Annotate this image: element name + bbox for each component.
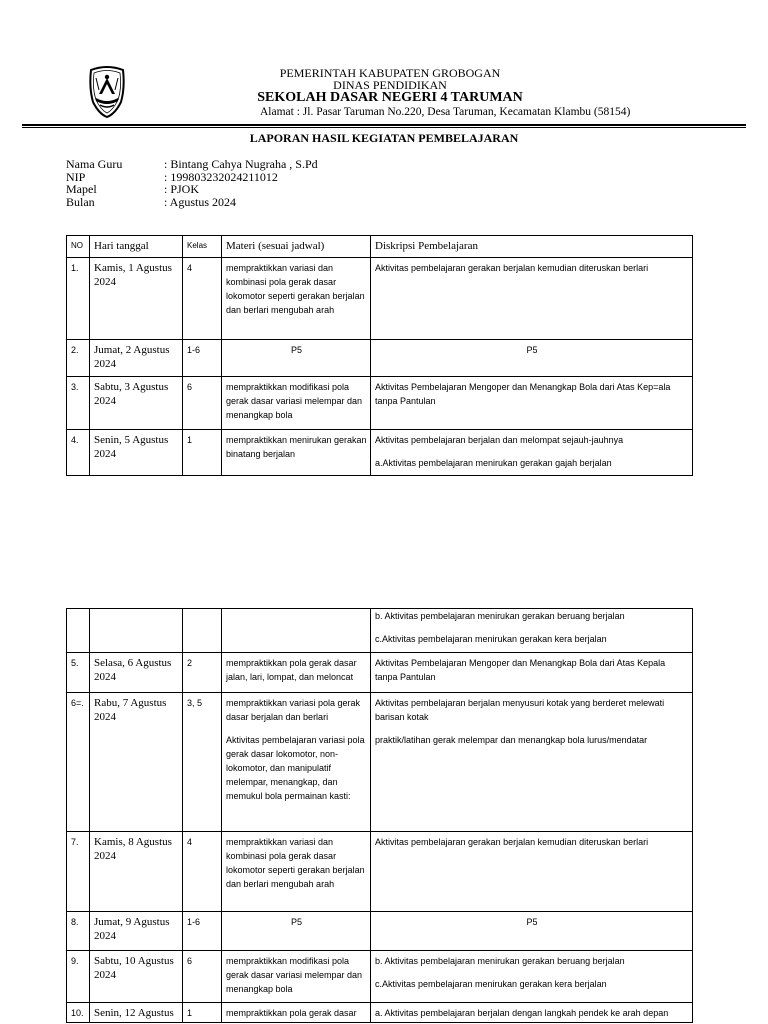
table-row — [67, 609, 693, 653]
row-class: 1-6 — [183, 912, 222, 951]
row-no: 8. — [67, 912, 90, 951]
info-label: Nama Guru — [66, 157, 123, 171]
row-no — [67, 609, 90, 653]
header-material: Materi (sesuai jadwal) — [222, 236, 371, 258]
info-value: : Agustus 2024 — [164, 194, 237, 209]
table-header-row — [67, 236, 693, 258]
header-department: DINAS PENDIDIKAN — [333, 78, 447, 92]
description-text: Aktivitas pembelajaran berjalan menyusuri kotak yang berderet melewati barisan kotak — [375, 698, 665, 722]
row-class: 1 — [183, 1003, 222, 1023]
info-value: : PJOK — [164, 182, 200, 196]
row-date: Selasa, 6 Agustus 2024 — [90, 653, 183, 693]
description-text: b. Aktivitas pembelajaran menirukan gerakan beruang berjalan — [375, 611, 625, 621]
header-description: Diskripsi Pembelajaran — [371, 236, 693, 258]
table-row — [67, 653, 693, 693]
row-description — [371, 258, 693, 340]
row-class: 6 — [183, 951, 222, 1003]
description-text: Aktivitas Pembelajaran Mengoper dan Menangkap Bola dari Atas Kepala tanpa Pantulan — [375, 658, 666, 682]
teacher-info — [66, 158, 318, 208]
header-school-name: SEKOLAH DASAR NEGERI 4 TARUMAN — [257, 90, 523, 105]
info-label: Bulan — [66, 194, 95, 209]
info-row — [66, 183, 318, 196]
row-material — [222, 609, 371, 653]
row-description — [371, 430, 693, 476]
row-description — [371, 832, 693, 912]
info-row — [66, 196, 318, 209]
table-row — [67, 912, 693, 951]
table-row — [67, 377, 693, 430]
row-class: 1 — [183, 430, 222, 476]
row-date: Kamis, 8 Agustus 2024 — [90, 832, 183, 912]
material-text: mempraktikkan modifikasi pola gerak dasar variasi melempar dan menangkap bola — [226, 956, 363, 994]
row-no: 2. — [67, 340, 90, 377]
row-material — [222, 340, 371, 377]
letterhead-rule-thin — [22, 127, 746, 128]
material-text: mempraktikkan variasi pola gerak dasar berjalan dan berlari — [226, 698, 361, 722]
row-description — [371, 912, 693, 951]
row-class: 1-6 — [183, 340, 222, 377]
description-text: a.Aktivitas pembelajaran menirukan gerakan gajah berjalan — [375, 458, 612, 468]
row-class: 4 — [183, 832, 222, 912]
row-date: Kamis, 1 Agustus 2024 — [90, 258, 183, 340]
row-material — [222, 693, 371, 832]
material-text: mempraktikkan variasi dan kombinasi pola gerak dasar lokomotor seperti gerakan berjalan dan berlari mengubah arah — [226, 837, 365, 889]
info-label: NIP — [66, 169, 86, 184]
regency-emblem-logo — [87, 66, 127, 118]
table-row — [67, 951, 693, 1003]
description-text: P5 — [526, 917, 538, 927]
table-row — [67, 430, 693, 476]
row-class: 4 — [183, 258, 222, 340]
material-text: mempraktikkan menirukan gerakan binatang berjalan — [226, 435, 367, 459]
row-description — [371, 951, 693, 1003]
row-date: Senin, 5 Agustus 2024 — [90, 430, 183, 476]
description-text: b. Aktivitas pembelajaran menirukan gerakan beruang berjalan — [375, 956, 625, 966]
material-text: mempraktikkan modifikasi pola gerak dasar variasi melempar dan menangkap bola — [226, 382, 363, 420]
table-row — [67, 258, 693, 340]
activity-table-page2 — [66, 608, 693, 1023]
row-material — [222, 653, 371, 693]
description-text: Aktivitas Pembelajaran Mengoper dan Menangkap Bola dari Atas Kep=ala tanpa Pantulan — [375, 382, 671, 406]
row-material — [222, 1003, 371, 1023]
table-row — [67, 340, 693, 377]
description-text: c.Aktivitas pembelajaran menirukan gerakan kera berjalan — [375, 979, 607, 989]
material-text: mempraktikkan pola gerak dasar — [226, 1008, 357, 1018]
row-description — [371, 693, 693, 832]
description-text: Aktivitas pembelajaran berjalan dan melompat sejauh-jauhnya — [375, 435, 624, 445]
row-date — [90, 609, 183, 653]
row-material — [222, 832, 371, 912]
row-date: Jumat, 2 Agustus 2024 — [90, 340, 183, 377]
row-description — [371, 1003, 693, 1023]
table-row — [67, 1003, 693, 1023]
info-value: : 199803232024211012 — [164, 169, 278, 184]
header-date: Hari tanggal — [90, 236, 183, 258]
row-date: Rabu, 7 Agustus 2024 — [90, 693, 183, 832]
row-class: 2 — [183, 653, 222, 693]
row-date: Senin, 12 Agustus — [90, 1003, 183, 1023]
row-no: 7. — [67, 832, 90, 912]
info-value: : Bintang Cahya Nugraha , S.Pd — [164, 157, 318, 171]
row-no: 1. — [67, 258, 90, 340]
activity-table-page1 — [66, 235, 693, 476]
material-text: P5 — [290, 345, 302, 355]
description-text: a. Aktivitas pembelajaran berjalan dengan langkah pendek ke arah depan — [375, 1008, 669, 1018]
row-no: 6=. — [67, 693, 90, 832]
row-no: 10. — [67, 1003, 90, 1023]
material-text: P5 — [290, 917, 302, 927]
row-no: 5. — [67, 653, 90, 693]
row-date: Jumat, 9 Agustus 2024 — [90, 912, 183, 951]
description-text: c.Aktivitas pembelajaran menirukan gerakan kera berjalan — [375, 634, 607, 644]
row-date: Sabtu, 10 Agustus 2024 — [90, 951, 183, 1003]
row-date: Sabtu, 3 Agustus 2024 — [90, 377, 183, 430]
row-no: 4. — [67, 430, 90, 476]
description-text: Aktivitas pembelajaran gerakan berjalan kemudian diteruskan berlari — [375, 837, 649, 847]
info-row — [66, 158, 318, 171]
material-text: Aktivitas pembelajaran variasi pola gerak dasar lokomotor, non-lokomotor, dan manipulatif melempar, menangkap, dan memukul bola permainan kasti: — [226, 735, 365, 801]
header-no: NO — [67, 236, 90, 258]
material-text: mempraktikkan pola gerak dasar jalan, lari, lompat, dan meloncat — [226, 658, 357, 682]
row-material — [222, 951, 371, 1003]
table-row — [67, 693, 693, 832]
material-text: mempraktikkan variasi dan kombinasi pola gerak dasar lokomotor seperti gerakan berjalan dan berlari mengubah arah — [226, 263, 365, 315]
row-class: 6 — [183, 377, 222, 430]
row-description — [371, 340, 693, 377]
description-text: praktik/latihan gerak melempar dan menangkap bola lurus/mendatar — [375, 735, 648, 745]
header-address: Alamat : Jl. Pasar Taruman No.220, Desa Taruman, Kecamatan Klambu (58154) — [260, 106, 631, 118]
row-class: 3, 5 — [183, 693, 222, 832]
table-row — [67, 832, 693, 912]
header-class: Kelas — [183, 236, 222, 258]
row-material — [222, 430, 371, 476]
header-government: PEMERINTAH KABUPATEN GROBOGAN — [279, 66, 501, 80]
row-material — [222, 377, 371, 430]
row-material — [222, 912, 371, 951]
row-material — [222, 258, 371, 340]
row-no: 9. — [67, 951, 90, 1003]
row-description — [371, 653, 693, 693]
row-no: 3. — [67, 377, 90, 430]
report-title: LAPORAN HASIL KEGIATAN PEMBELAJARAN — [249, 131, 519, 145]
info-label: Mapel — [66, 182, 97, 196]
description-text: P5 — [526, 345, 538, 355]
description-text: Aktivitas pembelajaran gerakan berjalan kemudian diteruskan berlari — [375, 263, 649, 273]
letterhead-rule — [22, 124, 746, 126]
row-description — [371, 609, 693, 653]
row-class — [183, 609, 222, 653]
row-description — [371, 377, 693, 430]
